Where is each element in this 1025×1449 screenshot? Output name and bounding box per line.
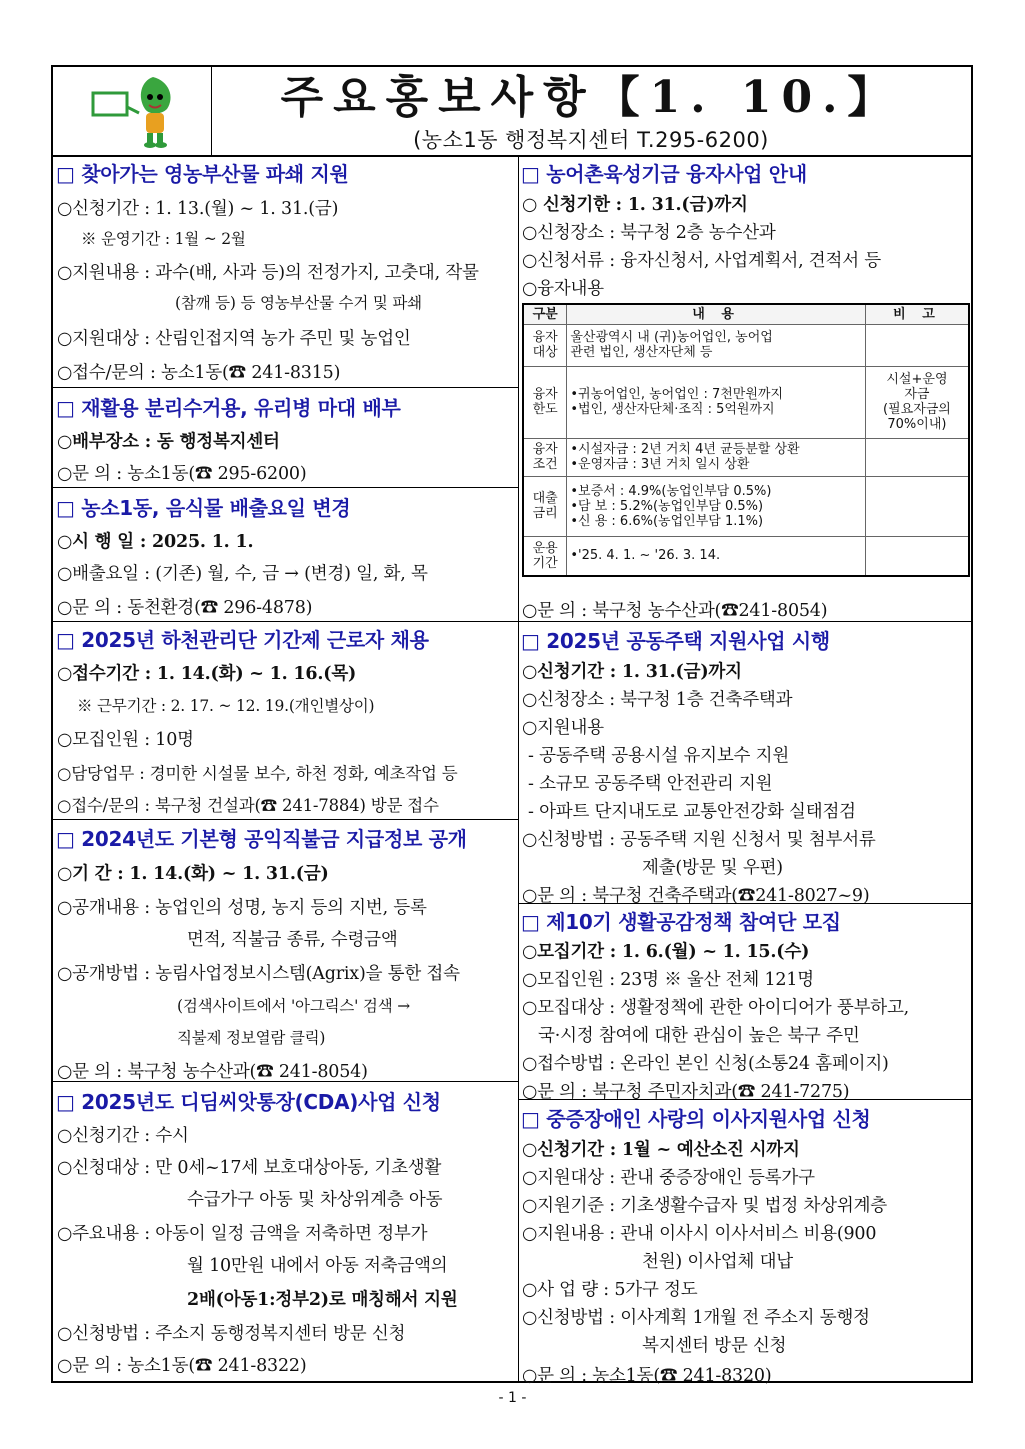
row-label: 융자 한도 (523, 366, 567, 438)
right-column (518, 155, 971, 1386)
section-heading: □ 2025년 하천관리단 기간제 근로자 채용 (56, 628, 429, 652)
text-line: 복지센터 방문 신청 (642, 1336, 787, 1356)
text-line: 면적, 직불금 종류, 수령금액 (187, 930, 398, 950)
text-line: ○지원대상 : 산림인접지역 농가 주민 및 농업인 (57, 329, 411, 349)
row-note-empty (865, 438, 969, 476)
text-line: ○주요내용 : 아동이 일정 금액을 저축하면 정부가 (57, 1224, 428, 1244)
title-box (211, 67, 971, 155)
table-header-cell: 구분 (523, 304, 567, 324)
text-line: ※ 근무기간 : 2. 17. ~ 12. 19.(개인별상이) (77, 697, 375, 715)
text-line: ○사 업 량 : 5가구 정도 (522, 1280, 698, 1300)
text-line: - 아파트 단지내도로 교통안전강화 실태점검 (528, 802, 856, 822)
text-line: - 소규모 공동주택 안전관리 지원 (528, 774, 773, 794)
section-cda-account (53, 1081, 518, 1381)
text-line: ○문 의 : 농소1동(☎ 241-8322) (57, 1356, 307, 1376)
text-line: ○신청기간 : 1월 ~ 예산소진 시까지 (522, 1140, 800, 1160)
text-line: ○신청대상 : 만 0세~17세 보호대상아동, 기초생활 (57, 1158, 442, 1178)
text-line: 2배(아동1:정부2)로 매칭해서 지원 (187, 1290, 458, 1310)
text-line: ○지원내용 : 과수(배, 사과 등)의 전정가지, 고춧대, 작물 (57, 263, 479, 283)
section-food-waste-days (53, 487, 518, 620)
page-title: 주요홍보사항【1. 10.】 (280, 72, 902, 123)
page-subtitle: (농소1동 행정복지센터 T.295-6200) (413, 128, 769, 152)
text-line: ○신청기간 : 수시 (57, 1126, 189, 1146)
mascot-logo-icon (53, 67, 211, 155)
text-line: 천원) 이사업체 대납 (642, 1252, 793, 1272)
loan-table (522, 303, 970, 577)
page-number: - 1 - (498, 1390, 527, 1406)
text-line: - 공동주택 공용시설 유지보수 지원 (528, 746, 790, 766)
text-line: 제출(방문 및 우편) (642, 858, 783, 878)
row-note-empty (865, 476, 969, 536)
table-header-cell: 비 고 (865, 304, 969, 324)
text-line: ○문 의 : 농소1동(☎ 295-6200) (57, 464, 307, 484)
section-heading: □ 재활용 분리수거용, 유리병 마대 배부 (56, 396, 401, 420)
table-row (523, 536, 969, 576)
text-line: ○지원내용 : 관내 이사시 이사서비스 비용(900 (522, 1224, 877, 1244)
text-line: ○신청서류 : 융자신청서, 사업계획서, 견적서 등 (522, 251, 881, 271)
text-line: ○신청장소 : 북구청 2층 농수산과 (522, 223, 776, 243)
bulletin-frame (51, 65, 973, 1386)
text-line: ○문 의 : 북구청 건축주택과(☎241-8027~9) (522, 886, 870, 906)
section-policy-panel (518, 903, 971, 1100)
section-heading: □ 2025년도 디딤씨앗통장(CDA)사업 신청 (56, 1090, 441, 1114)
table-header-row (523, 304, 969, 324)
text-line: (검색사이트에서 '아그릭스' 검색 → (177, 997, 410, 1015)
row-content: •'25. 4. 1. ~ '26. 3. 14. (567, 536, 866, 576)
table-row (523, 476, 969, 536)
text-line: ○신청방법 : 공동주택 지원 신청서 및 첨부서류 (522, 830, 876, 850)
text-line: ○문 의 : 북구청 농수산과(☎241-8054) (522, 601, 828, 621)
row-label: 융자 조건 (523, 438, 567, 476)
table-row (523, 438, 969, 476)
row-label: 운용 기간 (523, 536, 567, 576)
text-line: ○지원내용 (522, 718, 604, 738)
text-line: ○시 행 일 : 2025. 1. 1. (57, 532, 254, 552)
text-line: ○문 의 : 북구청 농수산과(☎ 241-8054) (57, 1062, 368, 1082)
text-line: ○접수/문의 : 북구청 건설과(☎ 241-7884) 방문 접수 (57, 796, 439, 815)
row-note-empty (865, 324, 969, 366)
logo-box (53, 67, 212, 155)
section-direct-payment (53, 819, 518, 1080)
text-line: 수급가구 아동 및 차상위계층 아동 (187, 1190, 443, 1210)
section-farm-byproduct (53, 155, 518, 383)
row-content: •귀농어업인, 농어업인 : 7천만원까지 •법인, 생산자단체·조직 : 5억원까지 (567, 366, 866, 438)
section-heading: □ 중증장애인 사랑의 이사지원사업 신청 (521, 1107, 871, 1131)
section-disabled-moving (518, 1099, 971, 1386)
text-line: ○배부장소 : 동 행정복지센터 (57, 432, 280, 452)
text-line: (참깨 등) 등 영농부산물 수거 및 파쇄 (175, 294, 422, 312)
text-line: ○접수방법 : 온라인 본인 신청(소통24 홈페이지) (522, 1054, 889, 1074)
text-line: ○신청방법 : 주소지 동행정복지센터 방문 신청 (57, 1324, 406, 1344)
section-rural-fund-loan (518, 155, 971, 619)
text-line: ○모집인원 : 23명 ※ 울산 전체 121명 (522, 970, 814, 990)
table-header-cell: 내 용 (567, 304, 866, 324)
text-line: ○문 의 : 북구청 주민자치과(☎ 241-7275) (522, 1082, 850, 1102)
left-column (53, 155, 519, 1381)
text-line: ○ 신청기한 : 1. 31.(금)까지 (522, 195, 748, 215)
section-apartment-support (518, 621, 971, 904)
section-heading: □ 2024년도 기본형 공익직불금 지급정보 공개 (56, 827, 467, 851)
text-line: ○신청기간 : 1. 31.(금)까지 (522, 662, 742, 682)
text-line: ○공개내용 : 농업인의 성명, 농지 등의 지번, 등록 (57, 898, 427, 918)
text-line: 월 10만원 내에서 아동 저축금액의 (187, 1256, 448, 1276)
text-line: ○모집기간 : 1. 6.(월) ~ 1. 15.(수) (522, 942, 810, 962)
text-line: ○배출요일 : (기존) 월, 수, 금 → (변경) 일, 화, 목 (57, 564, 428, 584)
text-line: ○접수/문의 : 농소1동(☎ 241-8315) (57, 363, 341, 383)
text-line: ○신청방법 : 이사계획 1개월 전 주소지 동행정 (522, 1308, 870, 1328)
section-heading: □ 농어촌육성기금 융자사업 안내 (521, 162, 807, 186)
text-line: ※ 운영기간 : 1월 ~ 2월 (81, 230, 246, 248)
text-line: ○담당업무 : 경미한 시설물 보수, 하천 정화, 예초작업 등 (57, 764, 458, 783)
section-heading: □ 농소1동, 음식물 배출요일 변경 (56, 496, 351, 520)
text-line: ○지원기준 : 기초생활수급자 및 법정 차상위계층 (522, 1196, 887, 1216)
text-line: 국·시정 참여에 대한 관심이 높은 북구 주민 (538, 1026, 860, 1046)
row-note: 시설+운영 자금 (필요자금의 70%이내) (865, 366, 969, 438)
text-line: ○문 의 : 동천환경(☎ 296-4878) (57, 598, 313, 618)
section-heading: □ 찾아가는 영농부산물 파쇄 지원 (56, 162, 349, 186)
row-content: 울산광역시 내 (귀)농어업인, 농어업 관련 법인, 생산자단체 등 (567, 324, 866, 366)
section-heading: □ 2025년 공동주택 지원사업 시행 (521, 629, 830, 653)
section-river-workers (53, 621, 518, 820)
row-content: •보증서 : 4.9%(농업인부담 0.5%) •담 보 : 5.2%(농업인부담 0.5%) •신 용 : 6.6%(농업인부담 1.1%) (567, 476, 866, 536)
table-row (523, 366, 969, 438)
section-recycling-bags (53, 387, 518, 486)
text-line: ○지원대상 : 관내 중증장애인 등록가구 (522, 1168, 815, 1188)
text-line: ○융자내용 (522, 279, 604, 299)
text-line: ○접수기간 : 1. 14.(화) ~ 1. 16.(목) (57, 664, 357, 684)
text-line: ○신청장소 : 북구청 1층 건축주택과 (522, 690, 793, 710)
text-line: 직불제 정보열람 클릭) (177, 1029, 326, 1047)
text-line: ○모집인원 : 10명 (57, 730, 194, 750)
text-line: ○기 간 : 1. 14.(화) ~ 1. 31.(금) (57, 864, 329, 884)
header (53, 67, 971, 157)
row-note-empty (865, 536, 969, 576)
text-line: ○문 의 : 농소1동(☎ 241-8320) (522, 1366, 772, 1386)
table-row (523, 324, 969, 366)
row-content: •시설자금 : 2년 거치 4년 균등분할 상환 •운영자금 : 3년 거치 일시 상환 (567, 438, 866, 476)
row-label: 대출 금리 (523, 476, 567, 536)
row-label: 융자 대상 (523, 324, 567, 366)
text-line: ○신청기간 : 1. 13.(월) ~ 1. 31.(금) (57, 199, 339, 219)
section-heading: □ 제10기 생활공감정책 참여단 모집 (521, 910, 841, 934)
text-line: ○공개방법 : 농림사업정보시스템(Agrix)을 통한 접속 (57, 964, 460, 984)
text-line: ○모집대상 : 생활정책에 관한 아이디어가 풍부하고, (522, 998, 910, 1018)
